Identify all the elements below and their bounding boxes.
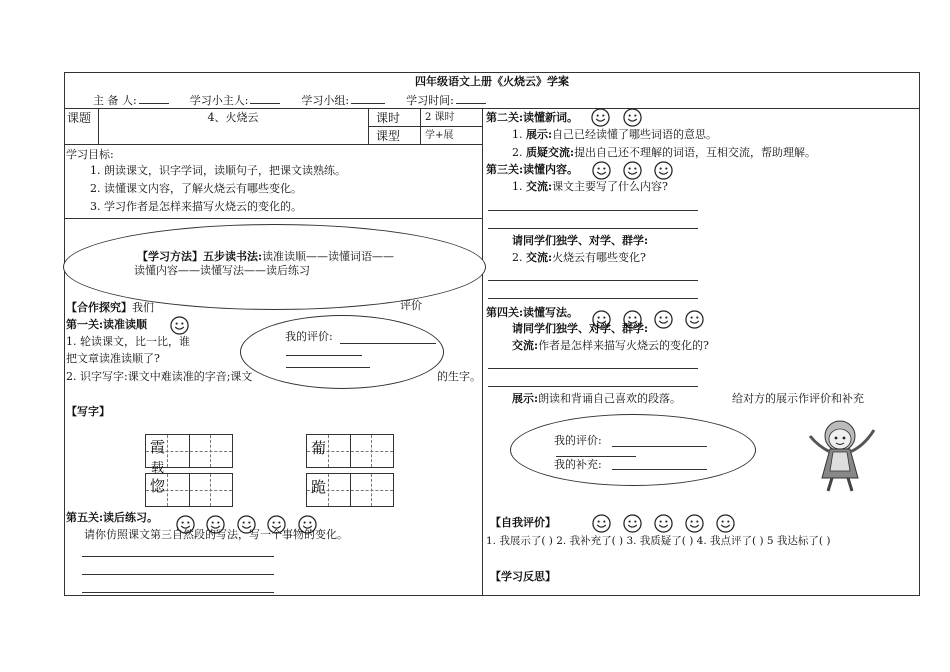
answer-line[interactable]: [488, 210, 698, 211]
smiley-face-icon: [592, 161, 611, 180]
stage1-title: 第一关:读准读顺: [66, 318, 148, 331]
smiley-face-icon: [592, 514, 611, 533]
type-value: 学+展: [425, 130, 454, 141]
left-eval-label: 我的评价:: [285, 330, 333, 343]
goal-item: 1. 朗读课文，识字学词，读顺句子，把课文读熟练。: [90, 164, 346, 177]
topic-value: 4、火烧云: [207, 111, 259, 124]
practice-char: 载: [151, 461, 165, 476]
smiley-face-icon: [170, 316, 189, 335]
stage3-title: 第三关:读懂内容。: [486, 163, 579, 176]
preparer-field[interactable]: [139, 92, 169, 104]
left-eval-line[interactable]: [340, 343, 436, 344]
show-tail: 给对方的展示作评价和补充: [732, 392, 864, 405]
stage2-item1: 1. 展示:自己已经读懂了哪些词语的意思。: [512, 128, 718, 141]
stage3-item2: 2. 交流:火烧云有哪些变化?: [512, 251, 646, 264]
right-eval-label: 我的评价:: [554, 434, 602, 447]
student-field[interactable]: [250, 92, 280, 104]
column-divider: [482, 108, 483, 596]
right-eval-ellipse: [510, 414, 756, 486]
time-label: 学习时间:: [406, 94, 454, 107]
answer-line[interactable]: [82, 574, 274, 575]
smiley-face-icon: [654, 514, 673, 533]
smiley-face-icon: [654, 310, 673, 329]
hours-label: 课时: [376, 111, 401, 125]
frame-bottom: [64, 595, 920, 596]
topic-label: 课题: [67, 111, 92, 125]
frame-right: [919, 72, 920, 596]
method-line1: 【学习方法】五步读书法:读准读顺——读懂词语——: [137, 250, 395, 263]
header-meta: [93, 92, 486, 108]
student-label: 学习小主人:: [189, 94, 249, 107]
group-field[interactable]: [351, 92, 385, 104]
stage3-item1: 1. 交流:课文主要写了什么内容?: [512, 180, 668, 193]
smiley-face-icon: [654, 161, 673, 180]
right-eval-line[interactable]: [612, 446, 707, 447]
goal-item: 3. 学习作者是怎样来描写火烧云的变化的。: [90, 200, 302, 213]
stage1-line1: 1. 轮读课文，比一比，谁: [66, 335, 190, 348]
left-eval-line[interactable]: [286, 367, 370, 368]
answer-line[interactable]: [488, 368, 698, 369]
smiley-face-icon: [623, 514, 642, 533]
goals-bottom: [64, 218, 482, 219]
cartoon-girl-icon: [800, 416, 880, 494]
goals-heading: 学习目标:: [66, 148, 114, 161]
smiley-face-icon: [716, 514, 735, 533]
left-eval-ellipse: [240, 315, 444, 389]
goal-item: 2. 读懂课文内容，了解火烧云有哪些变化。: [90, 182, 302, 195]
stage5-line: 请你仿照课文第三自然段的写法，写一个事物的变化。: [84, 528, 348, 541]
practice-char: 葡: [311, 439, 327, 457]
frame-left: [64, 72, 65, 596]
stage4-note: 请同学们独学、对学、群学:: [512, 322, 649, 335]
write-label: 【写字】: [66, 405, 110, 418]
smiley-face-icon: [685, 310, 704, 329]
stage1-line3b: 的生字。: [437, 370, 481, 383]
self-eval-label: 【自我评价】: [490, 516, 556, 529]
answer-line[interactable]: [488, 228, 698, 229]
group-label: 学习小组:: [301, 94, 350, 107]
smiley-face-icon: [591, 108, 610, 127]
answer-line[interactable]: [488, 280, 698, 281]
group-note: 请同学们独学、对学、群学:: [512, 234, 649, 247]
header-divider: [64, 108, 920, 109]
reflect-label: 【学习反思】: [490, 570, 556, 583]
answer-line[interactable]: [82, 592, 274, 593]
practice-char: 霞: [150, 438, 166, 456]
type-label: 课型: [376, 129, 401, 143]
stage5-title: 第五关:读后练习。: [66, 511, 159, 524]
stage1-line2: 把文章读准读顺了?: [66, 352, 160, 365]
stage1-line3a: 2. 识字写字:课文中难读准的字音;课文: [66, 370, 253, 383]
supplement-label: 我的补充:: [554, 458, 602, 471]
page-title: 四年级语文上册《火烧云》学案: [415, 75, 569, 88]
right-eval-line[interactable]: [556, 456, 636, 457]
frame-top: [64, 72, 920, 73]
answer-line[interactable]: [82, 556, 274, 557]
practice-char: 惚: [150, 477, 166, 495]
smiley-face-icon: [623, 161, 642, 180]
preparer-label: 主 备 人:: [93, 94, 137, 107]
stage2-title: 第二关:读懂新词。: [486, 111, 579, 124]
stage2-item2: 2. 质疑交流:提出自己还不理解的词语，互相交流，帮助理解。: [512, 146, 817, 159]
hours-value: 2 课时: [425, 112, 455, 123]
practice-char: 跪: [311, 478, 327, 496]
cooperate-tail: 评价: [400, 299, 422, 312]
smiley-face-icon: [623, 108, 642, 127]
answer-line[interactable]: [488, 386, 698, 387]
stage4-item: 交流:作者是怎样来描写火烧云的变化的?: [512, 339, 709, 352]
smiley-face-icon: [685, 514, 704, 533]
info-bottom: [64, 144, 482, 145]
supplement-line[interactable]: [612, 469, 707, 470]
stage4-title: 第四关:读懂写法。: [486, 306, 579, 319]
method-line2: 读懂内容——读懂写法——读后练习: [134, 264, 310, 277]
info-row-split: [368, 126, 482, 127]
cooperate-label: 【合作探究】我们: [66, 301, 154, 314]
self-eval-line: 1. 我展示了( ) 2. 我补充了( ) 3. 我质疑了( ) 4. 我点评了( ) 5 我达标了( ): [486, 535, 831, 547]
time-field[interactable]: [456, 92, 486, 104]
answer-line[interactable]: [488, 298, 698, 299]
left-eval-line[interactable]: [286, 355, 362, 356]
show-line: 展示:朗读和背诵自己喜欢的段落。: [512, 392, 682, 405]
